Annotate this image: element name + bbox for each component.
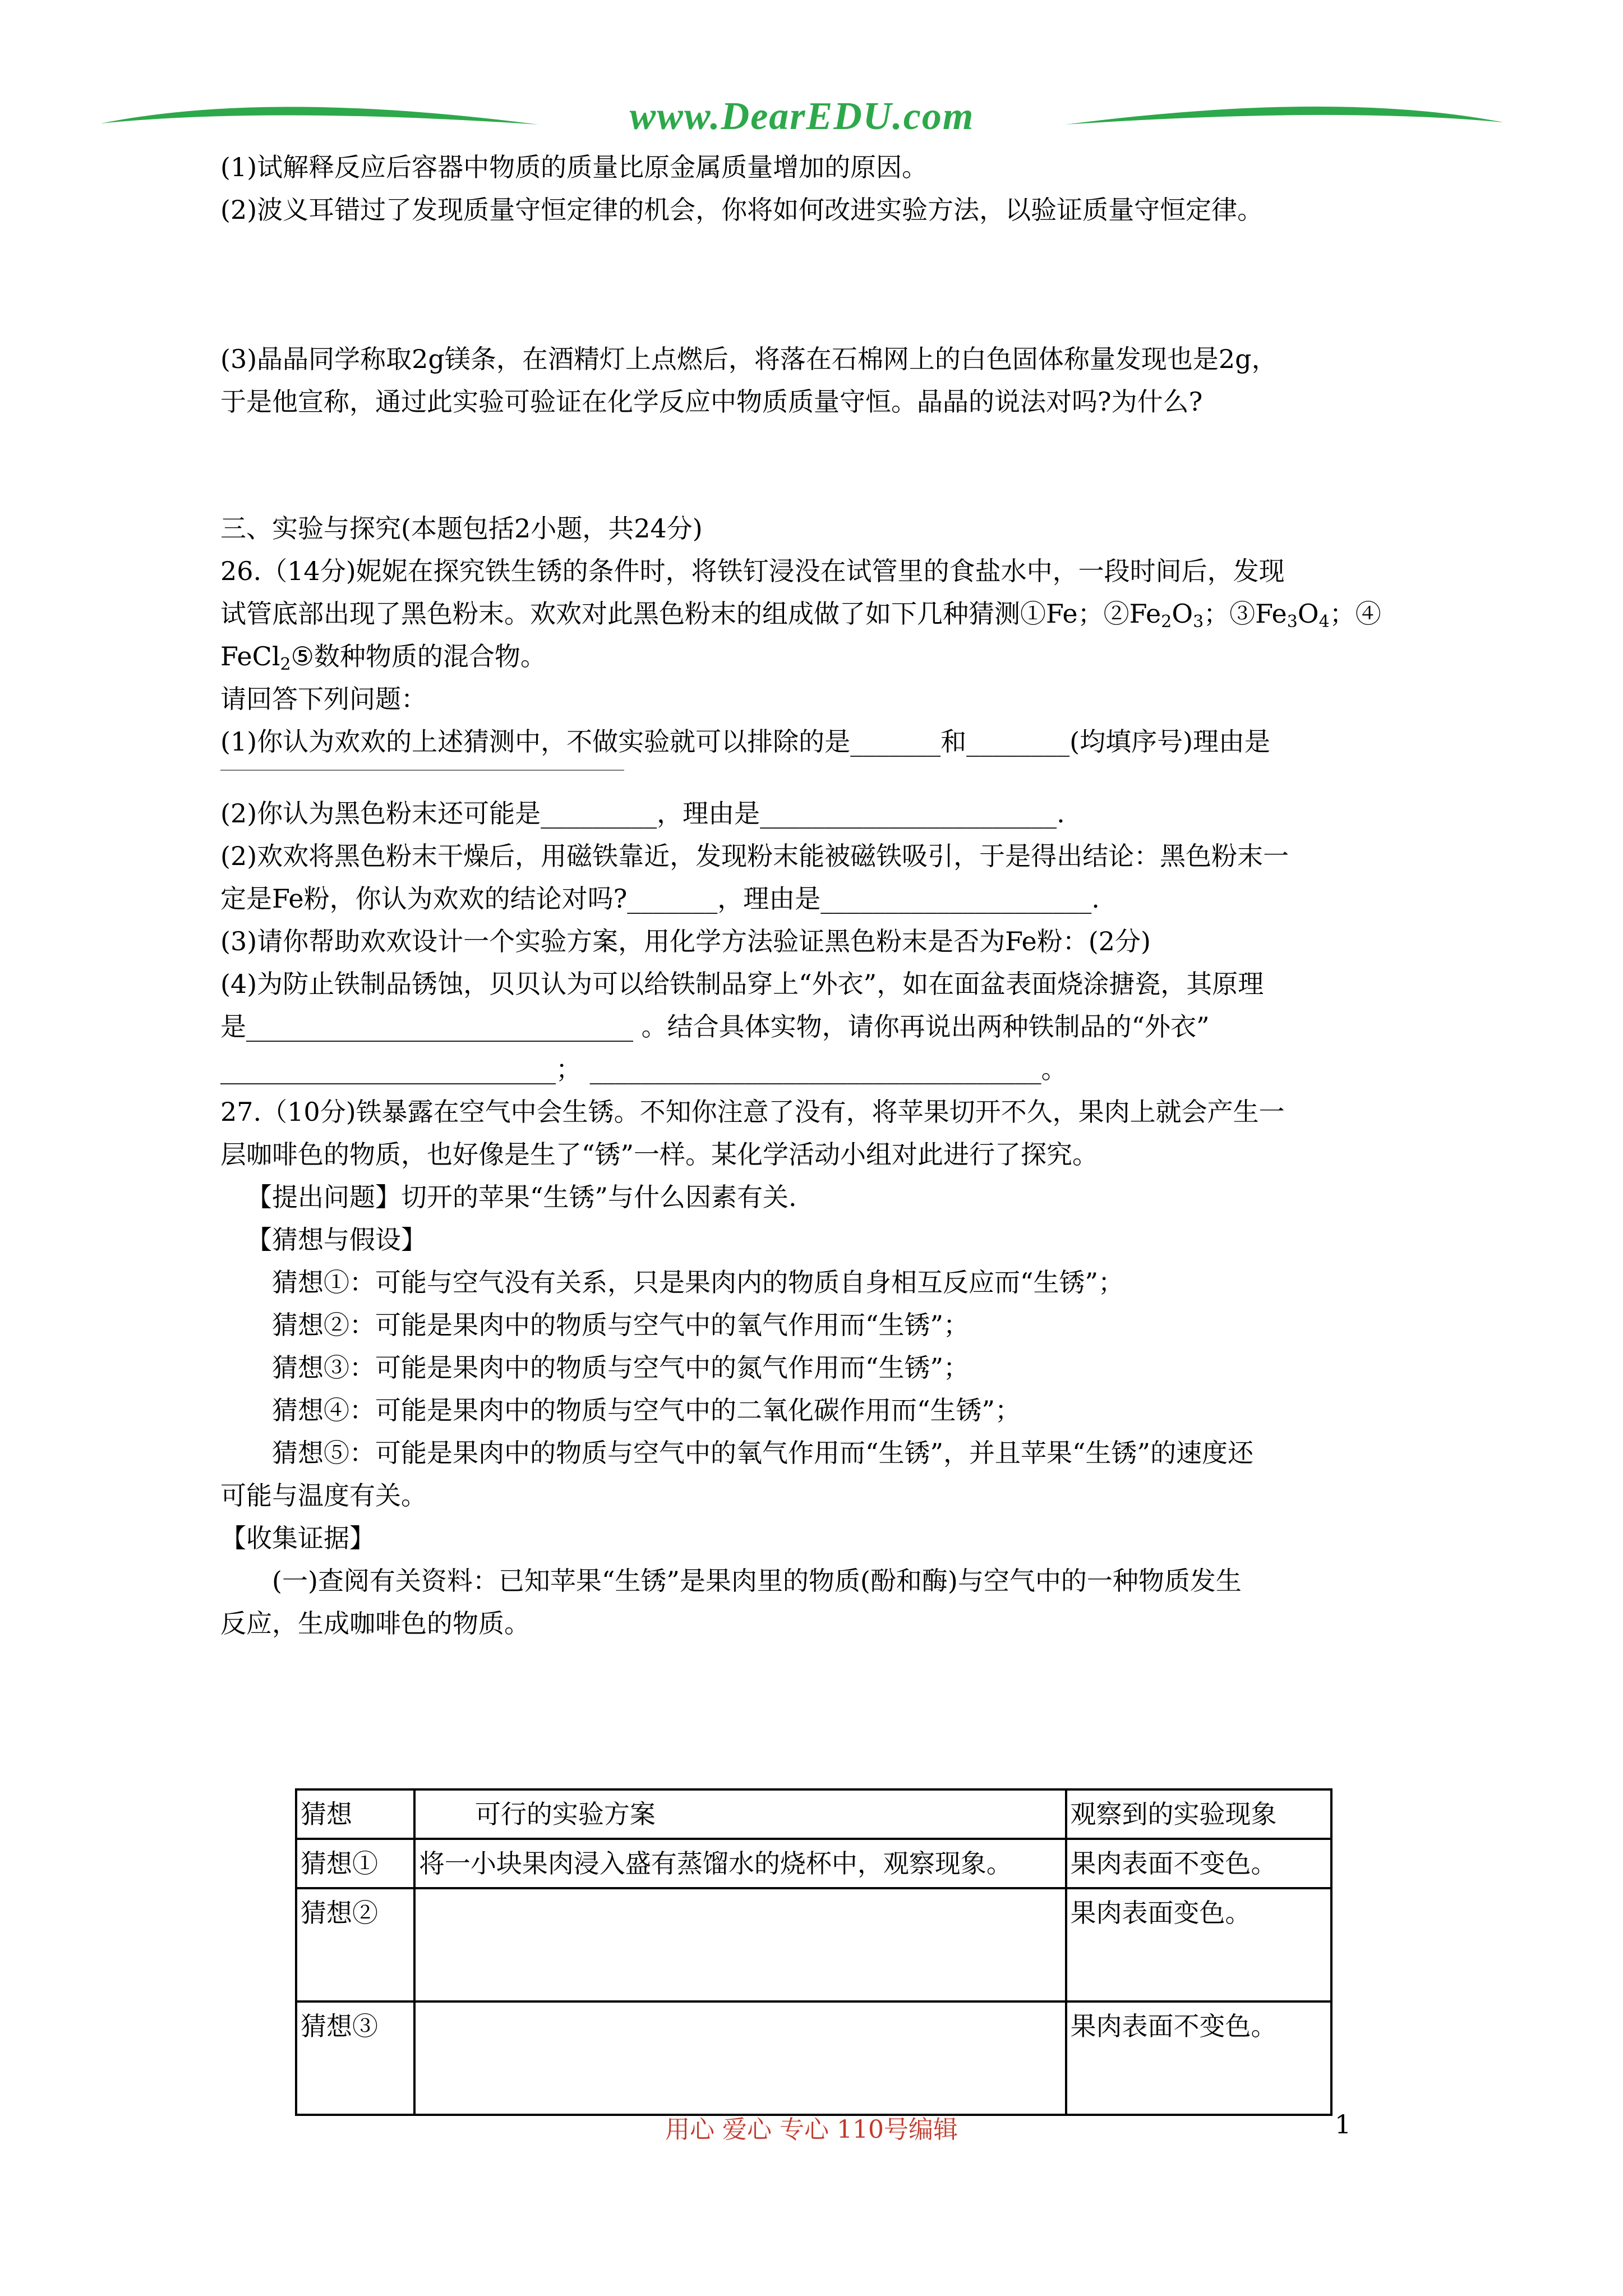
- hypothesis-2: 猜想②：可能是果肉中的物质与空气中的氧气作用而“生锈”；: [272, 1310, 970, 1340]
- table-cell: 果肉表面不变色。: [1066, 1839, 1331, 1888]
- q26-sub4-line1: (4)为防止铁制品锈蚀，贝贝认为可以给铁制品穿上“外衣”，如在面盆表面烧涂搪瓷，其原理: [220, 969, 1264, 999]
- table-cell: 猜想②: [296, 1888, 414, 2001]
- evidence-heading: 【收集证据】: [220, 1523, 375, 1553]
- table-cell-empty[interactable]: [414, 1888, 1066, 2001]
- q26-line1: 26.（14分)妮妮在探究铁生锈的条件时，将铁钉浸没在试管里的食盐水中，一段时间后，发现: [220, 556, 1285, 586]
- section-heading: 三、实验与探究(本题包括2小题，共24分): [220, 513, 703, 544]
- table-header-row: [296, 1789, 1331, 1839]
- table-row: [296, 2001, 1331, 2115]
- q27-question: 【提出问题】切开的苹果“生锈”与什么因素有关.: [246, 1182, 797, 1212]
- answer-space: [220, 423, 1435, 507]
- table-row: [296, 1888, 1331, 2001]
- hypothesis-5-line2: 可能与温度有关。: [220, 1480, 427, 1511]
- table-cell: 猜想①: [296, 1839, 414, 1888]
- q26-sub2b-line2: 定是Fe粉，你认为欢欢的结论对吗?_______，理由是_____________________.: [220, 884, 1100, 914]
- table-cell: 果肉表面变色。: [1066, 1888, 1331, 2001]
- evidence-1-line2: 反应，生成咖啡色的物质。: [220, 1608, 530, 1639]
- page-footer: 用心 爱心 专心 110号编辑: [665, 2115, 958, 2144]
- q27-hypothesis-heading: 【猜想与假设】: [246, 1225, 427, 1255]
- table-cell: 果肉表面不变色。: [1066, 2001, 1331, 2115]
- table-header-cell: 观察到的实验现象: [1066, 1789, 1331, 1839]
- q27-line2: 层咖啡色的物质，也好像是生了“锈”一样。某化学活动小组对此进行了探究。: [220, 1139, 1099, 1170]
- table-cell-empty[interactable]: [414, 2001, 1066, 2115]
- evidence-1-line1: (一)查阅有关资料：已知苹果“生锈”是果肉里的物质(酚和酶)与空气中的一种物质发生: [272, 1566, 1242, 1596]
- table-cell: 猜想③: [296, 2001, 414, 2115]
- experiment-table: [295, 1788, 1332, 2116]
- answer-underline: [220, 770, 624, 771]
- page-number: 1: [1335, 2109, 1352, 2139]
- document-body: [220, 146, 1435, 1645]
- q26-line2: 试管底部出现了黑色粉末。欢欢对此黑色粉末的组成做了如下几种猜测①Fe；$②Fe_2O_3$；$③Fe_3O_4$；④: [220, 599, 1381, 632]
- q25-part3-line2: 于是他宣称，通过此实验可验证在化学反应中物质质量守恒。晶晶的说法对吗?为什么?: [220, 386, 1203, 417]
- table-row: [296, 1839, 1331, 1888]
- q25-part3-line1: (3)晶晶同学称取2g镁条，在酒精灯上点燃后，将落在石棉网上的白色固体称量发现也是2g，: [220, 344, 1278, 374]
- q25-part2: (2)波义耳错过了发现质量守恒定律的机会，你将如何改进实验方法，以验证质量守恒定律。: [220, 195, 1264, 225]
- hypothesis-3: 猜想③：可能是果肉中的物质与空气中的氮气作用而“生锈”；: [272, 1352, 970, 1383]
- q27-line1: 27.（10分)铁暴露在空气中会生锈。不知你注意了没有，将苹果切开不久，果肉上就会产生一: [220, 1097, 1285, 1127]
- q26-sub3: (3)请你帮助欢欢设计一个实验方案，用化学方法验证黑色粉末是否为Fe粉：(2分): [220, 926, 1151, 956]
- hypothesis-5-line1: 猜想⑤：可能是果肉中的物质与空气中的氧气作用而“生锈”，并且苹果“生锈”的速度还: [272, 1438, 1254, 1468]
- table-header-cell: 猜想: [296, 1789, 414, 1839]
- q26-sub1: (1)你认为欢欢的上述猜测中，不做实验就可以排除的是_______和________(均填序号)理由是: [220, 726, 1271, 757]
- q25-part1: (1)试解释反应后容器中物质的质量比原金属质量增加的原因。: [220, 152, 928, 182]
- site-url: www.DearEDU.com: [629, 95, 975, 138]
- q26-sub4-line3: __________________________； ___________________________________。: [220, 1054, 1067, 1084]
- answer-space: [220, 231, 1435, 338]
- hypothesis-1: 猜想①：可能与空气没有关系，只是果肉内的物质自身相互反应而“生锈”；: [272, 1267, 1124, 1297]
- table-cell: 将一小块果肉浸入盛有蒸馏水的烧杯中，观察现象。: [414, 1839, 1066, 1888]
- table-header-cell: 可行的实验方案: [414, 1789, 1066, 1839]
- hypothesis-4: 猜想④：可能是果肉中的物质与空气中的二氧化碳作用而“生锈”；: [272, 1395, 1021, 1425]
- q26-sub2b-line1: (2)欢欢将黑色粉末干燥后，用磁铁靠近，发现粉末能被磁铁吸引，于是得出结论：黑色粉末一: [220, 841, 1289, 871]
- q26-prompt: 请回答下列问题：: [220, 684, 427, 714]
- q26-line3: FeCl$_2$⑤数种物质的混合物。: [220, 641, 546, 674]
- q26-sub2a: (2)你认为黑色粉末还可能是_________，理由是_______________________.: [220, 798, 1065, 829]
- q26-sub4-line2: 是______________________________ 。结合具体实物，请你再说出两种铁制品的“外衣”: [220, 1011, 1210, 1042]
